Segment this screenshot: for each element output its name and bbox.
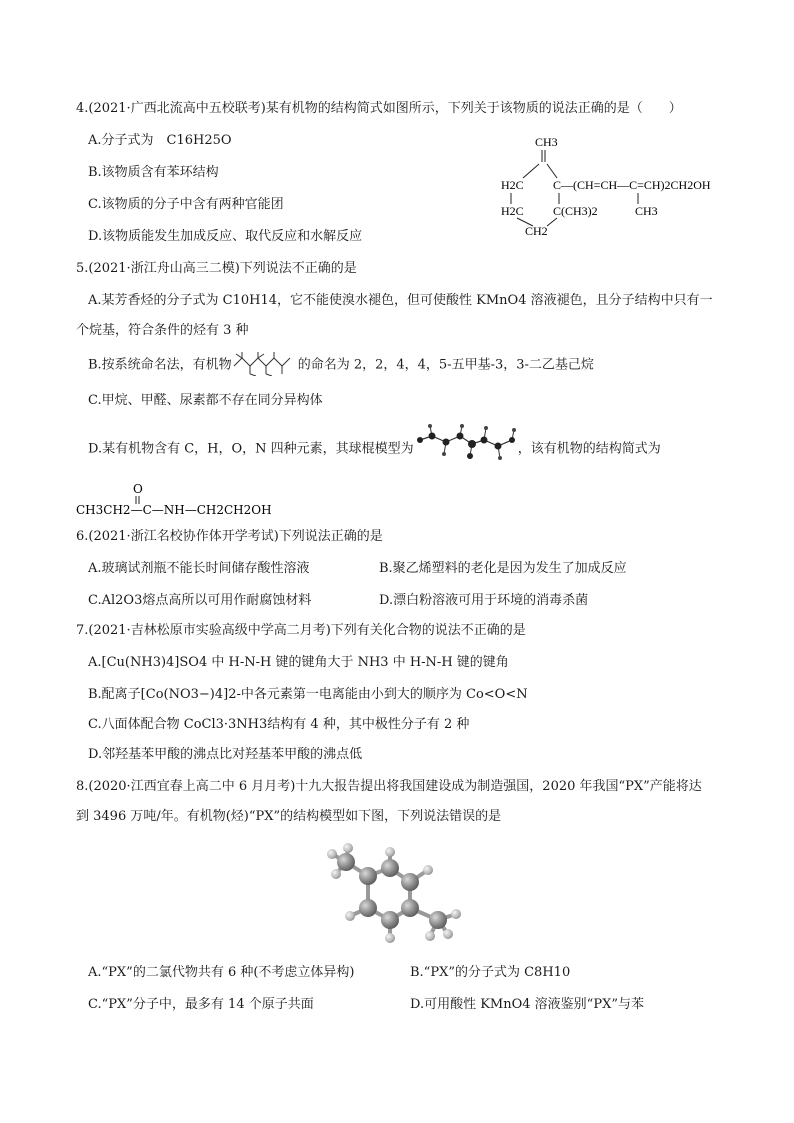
q5-structural-formula bbox=[76, 482, 276, 518]
q7-option-c: C.八面体配合物 CoCl3·3NH3结构有 4 种，其中极性分子有 2 种 bbox=[88, 717, 470, 732]
q4-label-h2c-lower: H2C bbox=[501, 204, 524, 218]
q5-ball-stick-model-image bbox=[414, 440, 518, 458]
q4-option-b: B.该物质含有苯环结构 bbox=[88, 165, 219, 180]
q7-option-d: D.邻羟基苯甲酸的沸点比对羟基苯甲酸的沸点低 bbox=[88, 747, 363, 762]
q4-option-d: D.该物质能发生加成反应、取代反应和水解反应 bbox=[88, 229, 363, 244]
q4-structure-diagram bbox=[495, 132, 735, 237]
q8-px-molecule-model bbox=[318, 840, 478, 950]
q5-skeletal-formula-image bbox=[232, 356, 298, 374]
q4-stem: 4.(2021·广西北流高中五校联考)某有机物的结构简式如图所示，下列关于该物质的说法正确的是（ ） bbox=[76, 101, 682, 116]
q7-stem: 7.(2021·吉林松原市实验高级中学高二月考)下列有关化合物的说法不正确的是 bbox=[76, 623, 526, 638]
q5-option-a-line1: A.某芳香烃的分子式为 C10H14，它不能使溴水褪色，但可使酸性 KMnO4 溶液褪色，且分子结构中只有一 bbox=[88, 293, 713, 308]
q5-formula-main: CH3CH2—C—NH—CH2CH2OH bbox=[76, 503, 272, 517]
q6-stem: 6.(2021·浙江名校协作体开学考试)下列说法正确的是 bbox=[76, 529, 383, 544]
q5-option-c: C.甲烷、甲醛、尿素都不存在同分异构体 bbox=[88, 393, 323, 408]
q4-label-ch3-top: CH3 bbox=[535, 135, 558, 149]
q5-formula-oxygen: O bbox=[133, 482, 143, 496]
q4-label-ch2-bottom: CH2 bbox=[525, 224, 548, 237]
q5-option-d: D.某有机物含有 C，H，O，N 四种元素，其球棍模型为 ，该有机物的结构简式为 bbox=[88, 440, 661, 459]
q5-option-b: B.按系统命名法，有机物 的命名为 2，2，4，4，5-五甲基-3，3-二乙基己烷 bbox=[88, 356, 594, 375]
q8-option-c: C.“PX”分子中，最多有 14 个原子共面 bbox=[88, 997, 314, 1012]
q6-option-b: B.聚乙烯塑料的老化是因为发生了加成反应 bbox=[379, 561, 627, 576]
q4-label-cme2: C(CH3)2 bbox=[553, 204, 598, 218]
q6-option-a: A.玻璃试剂瓶不能长时间储存酸性溶液 bbox=[88, 561, 310, 576]
q8-stem-line2: 到 3496 万吨/年。有机物(烃)“PX”的结构模型如下图，下列说法错误的是 bbox=[76, 809, 502, 824]
q8-option-a: A.“PX”的二氯代物共有 6 种(不考虑立体异构) bbox=[88, 965, 355, 980]
q4-option-a: A.分子式为 C16H25O bbox=[88, 133, 232, 148]
q7-option-a: A.[Cu(NH3)4]SO4 中 H-N-H 键的键角大于 NH3 中 H-N-H 键的键角 bbox=[88, 655, 509, 670]
q4-option-c: C.该物质的分子中含有两种官能团 bbox=[88, 197, 284, 212]
q4-label-h2c-upper: H2C bbox=[501, 178, 524, 192]
q4-label-ch3-side: CH3 bbox=[635, 204, 658, 218]
q5-stem: 5.(2021·浙江舟山高三二模)下列说法不正确的是 bbox=[76, 261, 357, 276]
q4-label-chain: C—(CH=CH—C=CH)2CH2OH bbox=[553, 178, 711, 192]
q7-option-b: B.配离子[Co(NO3−)4]2-中各元素第一电离能由小到大的顺序为 Co<O<N bbox=[88, 687, 528, 702]
q6-option-d: D.漂白粉溶液可用于环境的消毒杀菌 bbox=[379, 593, 589, 608]
q5-option-a-line2: 个烷基，符合条件的烃有 3 种 bbox=[76, 323, 249, 338]
q8-stem-line1: 8.(2020·江西宜春上高二中 6 月月考)十九大报告提出将我国建设成为制造强国，2020 年我国“PX”产能将达 bbox=[76, 779, 702, 794]
q8-option-b: B.“PX”的分子式为 C8H10 bbox=[410, 965, 571, 980]
q6-option-c: C.Al2O3熔点高所以可用作耐腐蚀材料 bbox=[88, 593, 312, 608]
q8-option-d: D.可用酸性 KMnO4 溶液鉴别“PX”与苯 bbox=[410, 997, 644, 1012]
